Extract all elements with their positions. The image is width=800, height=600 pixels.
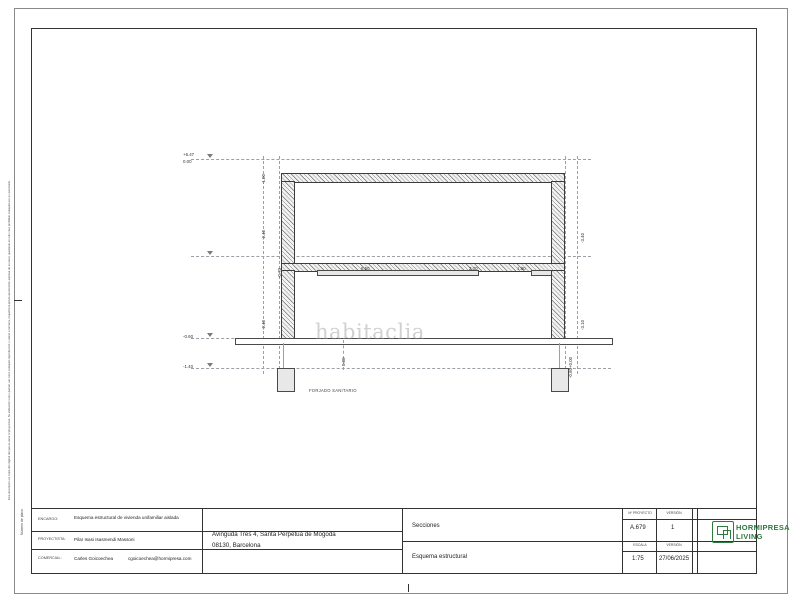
- watermark: habitaclia: [315, 320, 425, 344]
- vdim-left-2: -0.70: [277, 267, 282, 278]
- level-line-140: [191, 368, 611, 369]
- section-drawing: [31, 28, 755, 498]
- vdim-left-3: -2.40: [261, 319, 266, 330]
- tb-section-title-1: Secciones: [412, 523, 440, 529]
- tb-value-comercial: Carles Goicoechea: [74, 556, 114, 561]
- wall-left-lower: [281, 270, 295, 344]
- tb-section-title-2: Esquema estructural: [412, 554, 468, 560]
- level-label-0: +6.47: [183, 152, 195, 157]
- logo-text-primary: HORMIPRESA: [736, 523, 790, 532]
- hdim-2: 1.80: [517, 266, 526, 271]
- footing-left-stem: [283, 343, 284, 368]
- tb-field-label-1: VERSIÓN: [666, 511, 682, 515]
- wall-left-upper: [281, 181, 295, 265]
- hdim-1: 2.00: [469, 266, 478, 271]
- level-line-307: [191, 256, 591, 257]
- tb-label-comercial: COMERCIAL:: [38, 556, 62, 560]
- tb-project-address-line2: 08130, Barcelona: [212, 542, 261, 549]
- vdim-left-1: -2.40: [261, 229, 266, 240]
- tb-label-proyectista: PROYECTISTA:: [38, 537, 66, 541]
- tb-field-label-3: VERSIÓN: [666, 543, 682, 547]
- tb-label-encargo: ENCARGO:: [38, 517, 59, 521]
- level-line-647: [191, 159, 591, 160]
- vdim-right-2: -0.80+0.00: [568, 356, 573, 378]
- wall-right-upper: [551, 181, 565, 265]
- company-logo: [712, 521, 790, 547]
- fold-mark-left: [14, 300, 22, 301]
- sheet-side-plan-number: Número de plano: [20, 508, 24, 535]
- tb-field-value-2: 1:75: [632, 556, 644, 562]
- footing-left: [277, 368, 295, 392]
- tb-field-value-1: 1: [671, 525, 675, 531]
- house-icon-part-b: [723, 530, 731, 539]
- house-icon: [712, 521, 734, 543]
- tb-row-mid: [402, 541, 756, 542]
- note-forjado-sanitario: FORJADO SANITARIO: [309, 388, 357, 393]
- tb-col-1: [202, 509, 203, 573]
- tb-field-label-2: ESCALA: [633, 543, 647, 547]
- vdim-right-0: -3.40: [580, 232, 585, 243]
- level-label-2: -0.60: [183, 334, 194, 339]
- vdim-right-1: -3.10: [580, 319, 585, 330]
- level-marker-060: [207, 333, 213, 337]
- tb-value-comercial-email: cgoicoechea@hormipresa.com: [128, 556, 192, 561]
- title-block: [31, 508, 757, 574]
- tb-field-label-0: Nº PROYECTO: [628, 511, 652, 515]
- tb-value-encargo: Esquema estructural de vivienda unifamiliar aislada: [74, 515, 179, 520]
- tb-value-proyectista: Pilar Isasi Isasmendi Massoni: [74, 537, 135, 542]
- sheet-side-note: Este documento es copia del original del que es autor el proyectista. Su utilización total o parcial, así como cualquier reproducción o cesión a terceros, requerirá la previa autorización expresa de su autor, quedando en todo caso prohibido cualquier uso no autorizado.: [8, 180, 11, 500]
- level-sublabel-0: 0.00: [183, 159, 192, 164]
- hdim-0: 6.50: [361, 266, 370, 271]
- level-label-3: -1.40: [183, 364, 194, 369]
- tb-row-2: [32, 549, 402, 550]
- roof-slab: [281, 173, 565, 183]
- fold-mark-bottom: [408, 584, 409, 592]
- logo-text-secondary: LIVING: [736, 532, 763, 541]
- vdim-left-0: -1.00: [261, 173, 266, 184]
- footing-right-stem: [559, 343, 560, 368]
- tb-field-value-0: A.679: [630, 525, 646, 531]
- level-marker-140: [207, 363, 213, 367]
- tb-row-fields-top: [622, 519, 756, 520]
- wall-right-lower: [551, 270, 565, 344]
- footing-right: [551, 368, 569, 392]
- level-marker-647: [207, 154, 213, 158]
- beam-intermediate-left: [317, 270, 479, 276]
- small-vdim: 0.80: [341, 357, 346, 366]
- tb-project-address-line1: Avinguda Tres 4, Santa Perpètua de Mogoda: [212, 531, 336, 538]
- level-marker-307: [207, 251, 213, 255]
- tb-row-fields-mid: [622, 551, 756, 552]
- tb-col-fields: [656, 509, 657, 573]
- tb-field-value-3: 27/06/2025: [659, 556, 690, 562]
